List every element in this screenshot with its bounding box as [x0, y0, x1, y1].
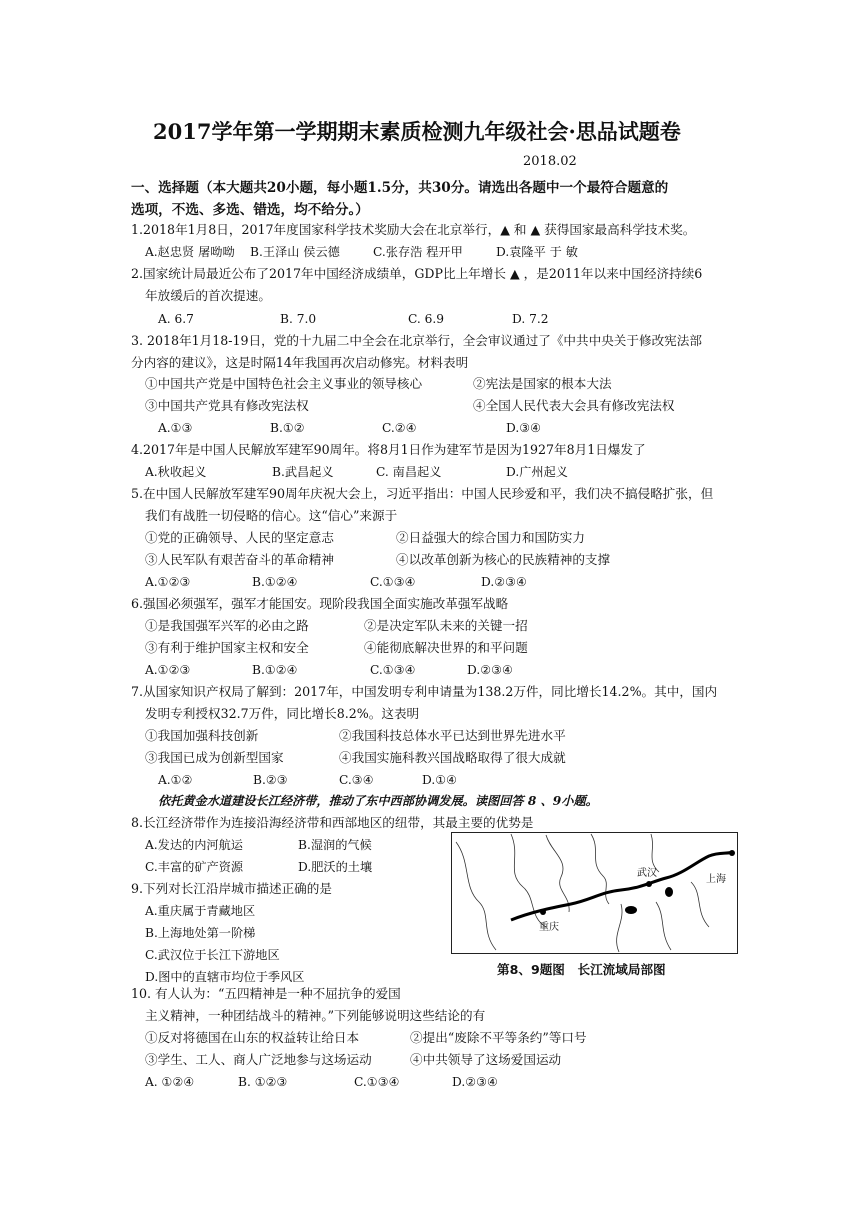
q8-option-b: B.湿润的气候: [298, 838, 372, 852]
map-drawing: [451, 832, 738, 954]
q8-option-c: C.丰富的矿产资源: [145, 860, 244, 874]
q4-option-d: D.广州起义: [506, 465, 568, 479]
q1-option-d: D.袁隆平 于 敏: [496, 245, 578, 259]
q10-option-d: D.②③④: [452, 1075, 498, 1089]
q10-statement-4: ④中共领导了这场爱国运动: [410, 1052, 562, 1067]
q7-option-b: B.②③: [253, 773, 288, 787]
q9-option-c: C.武汉位于长江下游地区: [145, 948, 280, 962]
q4-option-a: A.秋收起义: [145, 465, 207, 479]
q4-text: 4.2017年是中国人民解放军建军90周年。将8月1日作为建军节是因为1927年8月1日爆发了: [131, 442, 646, 457]
map-label-wuhan: 武汉: [637, 868, 657, 879]
q10-option-b: B. ①②③: [238, 1075, 288, 1089]
q6-statement-3: ③有利于维护国家主权和安全: [145, 640, 309, 655]
q5-statement-3: ③人民军队有艰苦奋斗的革命精神: [145, 552, 334, 567]
q10-statement-2: ②提出“废除不平等条约”等口号: [410, 1030, 587, 1045]
q6-statement-4: ④能彻底解决世界的和平问题: [364, 640, 528, 655]
q5-option-d: D.②③④: [481, 575, 527, 589]
q6-statement-2: ②是决定军队未来的关键一招: [364, 618, 528, 633]
q9-option-b: B.上海地处第一阶梯: [145, 926, 256, 940]
q7-statement-4: ④我国实施科教兴国战略取得了很大成就: [339, 750, 566, 765]
q5-option-a: A.①②③: [145, 575, 191, 589]
q7-option-a: A.①②: [158, 773, 193, 787]
q1-text: 1.2018年1月8日，2017年度国家科学技术奖励大会在北京举行，▲ 和 ▲ 获得国家最高科学技术奖。: [131, 222, 696, 237]
page-title: 2017学年第一学期期末素质检测九年级社会·思品试题卷: [153, 119, 681, 144]
q1-option-b: B.王泽山 侯云德: [250, 245, 340, 259]
q5-option-b: B.①②④: [252, 575, 298, 589]
q2-text-line2: 年放缓后的首次提速。: [145, 288, 271, 303]
q10-statement-3: ③学生、工人、商人广泛地参与这场运动: [145, 1052, 372, 1067]
map-caption: 第8、9题图 长江流域局部图: [497, 962, 666, 977]
q10-option-c: C.①③④: [354, 1075, 400, 1089]
q5-statement-2: ②日益强大的综合国力和国防实力: [396, 530, 585, 545]
q3-statement-1: ①中国共产党是中国特色社会主义事业的领导核心: [145, 376, 423, 391]
map-label-shanghai: 上海: [706, 874, 726, 885]
q5-text-line1: 5.在中国人民解放军建军90周年庆祝大会上，习近平指出：中国人民珍爱和平，我们决不搞侵略扩张，但: [131, 486, 714, 501]
q3-text-line1: 3. 2018年1月18-19日，党的十九届二中全会在北京举行，全会审议通过了《中共中央关于修改宪法部: [131, 333, 702, 348]
q5-statement-4: ④以改革创新为核心的民族精神的支撑: [396, 552, 611, 567]
q3-statement-4: ④全国人民代表大会具有修改宪法权: [473, 398, 675, 413]
section-heading-line1: 一、选择题（本大题共20小题，每小题1.5分，共30分。请选出各题中一个最符合题意的: [131, 180, 669, 196]
q6-option-a: A.①②③: [145, 663, 191, 677]
q4-option-b: B.武昌起义: [272, 465, 334, 479]
q8-option-a: A.发达的内河航运: [145, 838, 243, 852]
q8-option-d: D.肥沃的土壤: [298, 860, 373, 874]
q7-option-d: D.①④: [422, 773, 458, 787]
q3-text-line2: 分内容的建议》，这是时隔14年我国再次启动修宪。材料表明: [131, 355, 469, 370]
q3-statement-3: ③中国共产党具有修改宪法权: [145, 398, 309, 413]
q5-option-c: C.①③④: [370, 575, 416, 589]
q2-option-b: B. 7.0: [280, 312, 317, 326]
q9-option-a: A.重庆属于青藏地区: [145, 904, 256, 918]
q9-option-d: D.图中的直辖市均位于季风区: [145, 970, 305, 984]
q3-option-a: A.①③: [158, 421, 193, 435]
q5-text-line2: 我们有战胜一切侵略的信心。这“信心”来源于: [145, 508, 398, 523]
q2-option-a: A. 6.7: [158, 312, 194, 326]
q9-text: 9.下列对长江沿岸城市描述正确的是: [131, 881, 332, 896]
q1-option-a: A.赵忠贤 屠呦呦: [145, 245, 235, 259]
q3-option-b: B.①②: [270, 421, 305, 435]
q7-text-line1: 7.从国家知识产权局了解到：2017年，中国发明专利申请量为138.2万件，同比增长14.2%。其中，国内: [131, 684, 718, 699]
q4-option-c: C. 南昌起义: [376, 465, 442, 479]
q7-text-line2: 发明专利授权32.7万件，同比增长8.2%。这表明: [145, 706, 420, 721]
yangtze-basin-map: [451, 832, 738, 954]
q2-text-line1: 2.国家统计局最近公布了2017年中国经济成绩单，GDP比上年增长 ▲ ，是2011年以来中国经济持续6: [131, 266, 703, 281]
q3-option-d: D.③④: [506, 421, 542, 435]
q10-text-line2: 主义精神，一种团结战斗的精神。”下列能够说明这些结论的有: [145, 1008, 486, 1023]
q8-text: 8.长江经济带作为连接沿海经济带和西部地区的纽带，其最主要的优势是: [131, 815, 534, 830]
q1-option-c: C.张存浩 程开甲: [373, 245, 463, 259]
q7-statement-2: ②我国科技总体水平已达到世界先进水平: [339, 728, 566, 743]
q7-statement-3: ③我国已成为创新型国家: [145, 750, 284, 765]
q6-option-c: C.①③④: [370, 663, 416, 677]
q7-statement-1: ①我国加强科技创新: [145, 728, 259, 743]
exam-date: 2018.02: [523, 154, 577, 169]
q6-statement-1: ①是我国强军兴军的必由之路: [145, 618, 309, 633]
q2-option-d: D. 7.2: [512, 312, 549, 326]
q2-option-c: C. 6.9: [408, 312, 445, 326]
map-label-chongqing: 重庆: [539, 922, 559, 933]
note-questions-8-9: 依托黄金水道建设长江经济带，推动了东中西部协调发展。读图回答 8 、9小题。: [158, 794, 598, 808]
q6-option-d: D.②③④: [467, 663, 513, 677]
q10-statement-1: ①反对将德国在山东的权益转让给日本: [145, 1030, 360, 1045]
q5-statement-1: ①党的正确领导、人民的坚定意志: [145, 530, 334, 545]
q3-statement-2: ②宪法是国家的根本大法: [473, 376, 612, 391]
q10-text-line1: 10. 有人认为：“五四精神是一种不屈抗争的爱国: [131, 986, 401, 1001]
q7-option-c: C.③④: [339, 773, 374, 787]
q3-option-c: C.②④: [382, 421, 417, 435]
q6-text: 6.强国必须强军，强军才能国安。现阶段我国全面实施改革强军战略: [131, 596, 509, 611]
section-heading-line2: 选项，不选、多选、错选，均不给分。）: [131, 202, 369, 218]
q10-option-a: A. ①②④: [145, 1075, 195, 1089]
q6-option-b: B.①②④: [252, 663, 298, 677]
